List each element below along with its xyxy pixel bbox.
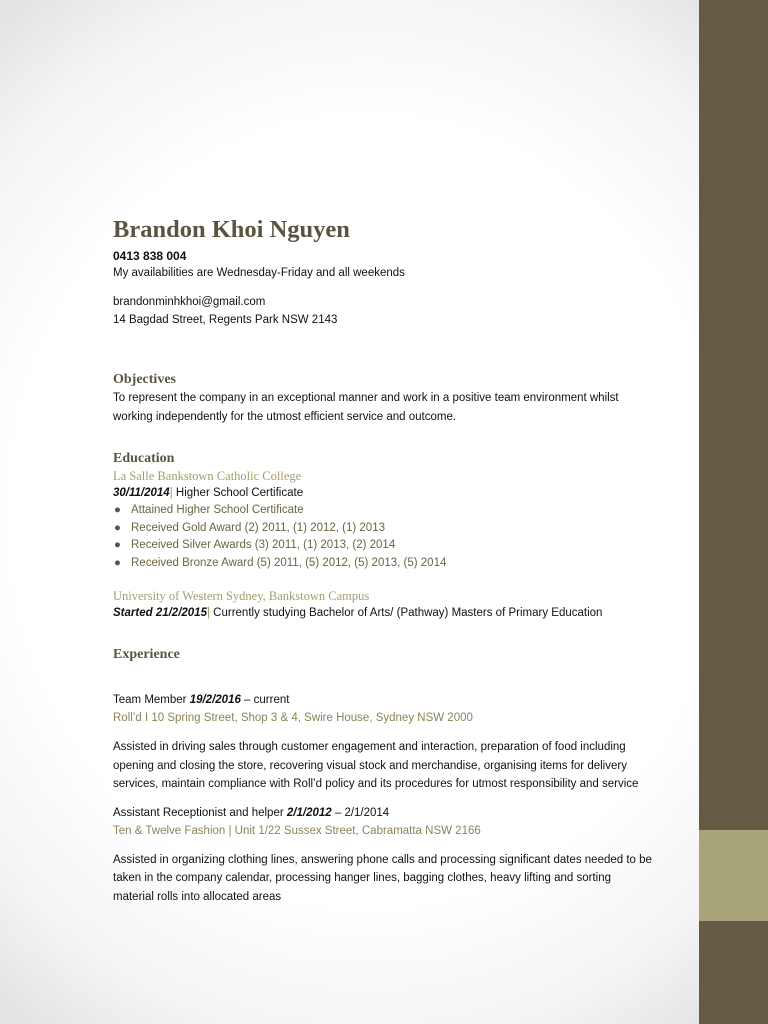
awards-list	[113, 502, 688, 572]
university-date: Started 21/2/2015	[113, 607, 207, 619]
award-text: Received Bronze Award (5) 2011, (5) 2012, (5) 2013, (5) 2014	[131, 556, 447, 569]
job-description-line: services, maintain compliance with Roll’d policy and its procedures for utmost responsibility and service	[113, 778, 639, 790]
job-title-line	[113, 804, 688, 822]
job-description-line: opening and closing the store, recovering visual stock and merchandise, organising items for delivery	[113, 759, 627, 772]
separator: |	[169, 487, 173, 499]
objectives-text-line-1: To represent the company in an exceptional manner and work in a positive team environment whilst	[113, 392, 619, 404]
job-end-date: – current	[240, 694, 290, 706]
availability-text: My availabilities are Wednesday-Friday and all weekends	[113, 267, 405, 279]
qualification-text: Higher School Certificate	[172, 487, 304, 499]
job-description-line: taken in the company calendar, processing hanger lines, bagging clothes, heavy lifting and sorting	[113, 872, 612, 884]
qualification-text: Currently studying Bachelor of Arts/ (Pathway) Masters of Primary Education	[209, 607, 603, 619]
education-heading: Education	[113, 451, 175, 466]
job-end-date: – 2/1/2014	[331, 806, 390, 819]
list-item	[113, 555, 688, 573]
job-title-line	[113, 691, 688, 709]
bullet-icon: ●	[114, 539, 121, 551]
job-role: Assistant Receptionist and helper	[113, 806, 287, 819]
resume-name: Brandon Khoi Nguyen	[113, 216, 350, 243]
list-item	[113, 502, 688, 520]
job-description-line: Assisted in organizing clothing lines, answering phone calls and processing significant dates needed to be	[113, 853, 652, 866]
sidebar-accent-block	[699, 830, 768, 921]
employer-address: Roll’d I 10 Spring Street, Shop 3 & 4, Swire House, Sydney NSW 2000	[113, 712, 473, 724]
school-name: La Salle Bankstown Catholic College	[113, 469, 302, 483]
separator: |	[206, 607, 210, 619]
job-description-line: material rolls into allocated areas	[113, 890, 282, 903]
employer-address: Ten & Twelve Fashion | Unit 1/22 Sussex Street, Cabramatta NSW 2166	[113, 824, 481, 837]
list-item	[113, 520, 688, 538]
resume-page	[113, 214, 688, 906]
phone-number: 0413 838 004	[113, 249, 187, 263]
bullet-icon: ●	[114, 521, 121, 534]
job-start-date: 2/1/2012	[286, 806, 332, 819]
university-qualification	[113, 604, 688, 622]
award-text: Received Silver Awards (3) 2011, (1) 2013, (2) 2014	[131, 539, 396, 551]
postal-address: 14 Bagdad Street, Regents Park NSW 2143	[113, 314, 338, 326]
bullet-icon: ●	[114, 556, 121, 569]
award-text: Received Gold Award (2) 2011, (1) 2012, (1) 2013	[131, 521, 385, 534]
bullet-icon: ●	[114, 504, 121, 516]
objectives-text-line-2: working independently for the utmost efficient service and outcome.	[113, 410, 457, 423]
university-name: University of Western Sydney, Bankstown Campus	[113, 589, 370, 603]
objectives-heading: Objectives	[113, 372, 176, 387]
school-date: 30/11/2014	[113, 487, 170, 499]
award-text: Attained Higher School Certificate	[131, 504, 304, 516]
experience-heading: Experience	[113, 647, 180, 662]
email-address: brandonminhkhoi@gmail.com	[113, 296, 266, 308]
school-qualification	[113, 484, 688, 502]
job-description-line: Assisted in driving sales through customer engagement and interaction, preparation of food including	[113, 741, 626, 753]
job-start-date: 19/2/2016	[189, 694, 241, 706]
list-item	[113, 537, 688, 555]
job-role: Team Member	[113, 694, 190, 706]
